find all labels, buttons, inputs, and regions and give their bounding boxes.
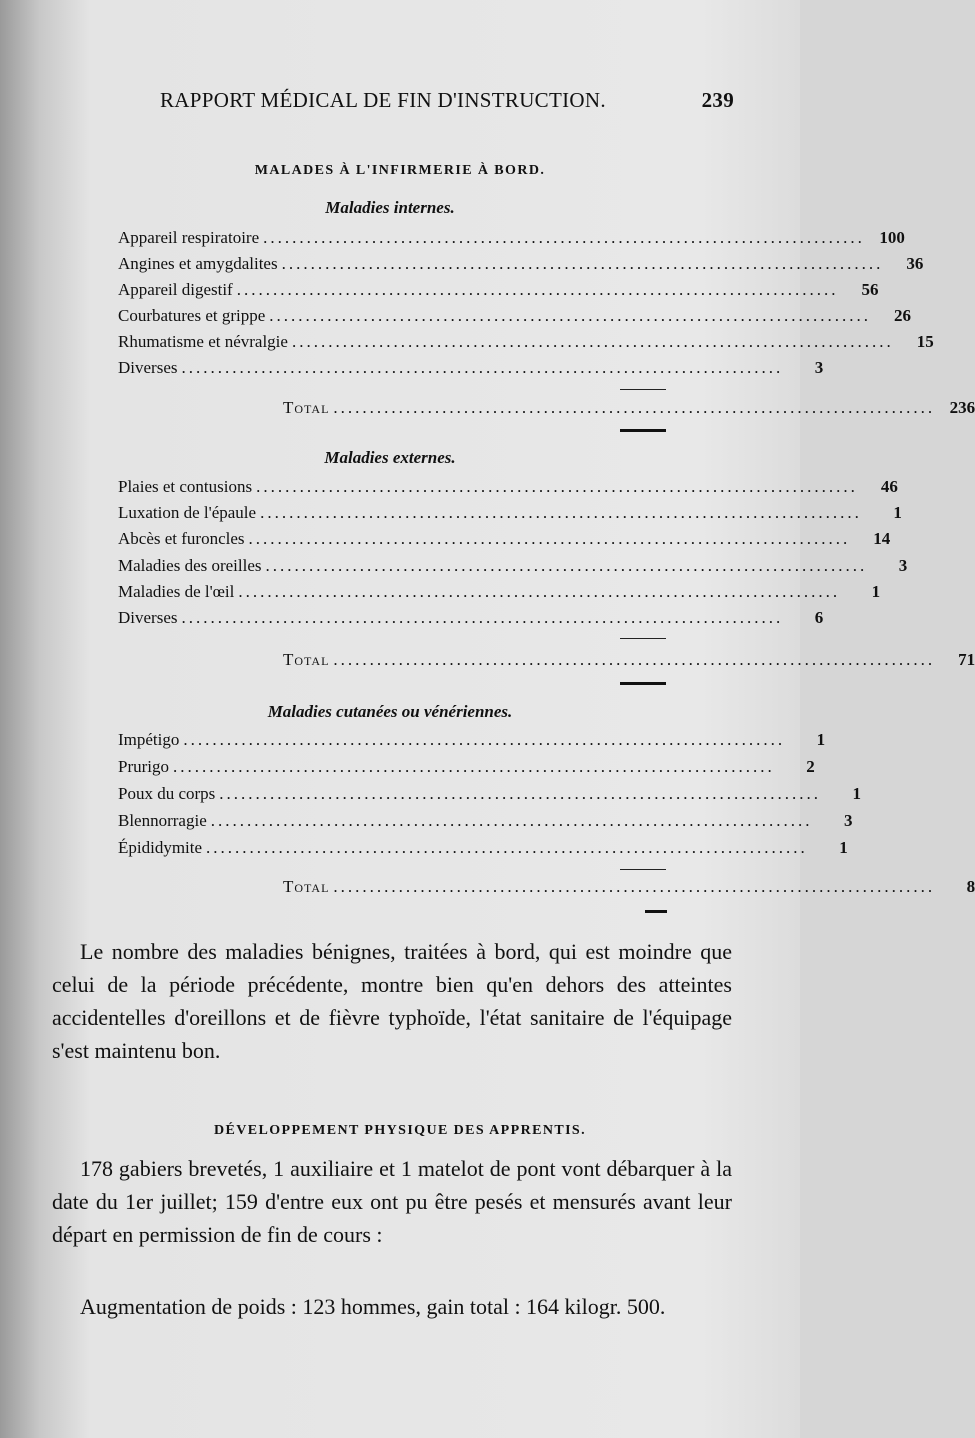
row-label: Courbatures et grippe (118, 306, 266, 325)
dot-leader: ................................................................................... (248, 529, 851, 548)
table-row (118, 757, 815, 781)
total-rule (645, 910, 667, 913)
row-label: Appareil digestif (118, 280, 233, 299)
row-label: Prurigo (118, 757, 169, 776)
total-value: 8 (966, 877, 975, 896)
row-label: Abcès et furoncles (118, 529, 245, 548)
dot-leader: ................................................................................... (291, 332, 894, 351)
row-value: 1 (852, 784, 862, 803)
body-paragraph: Augmentation de poids : 123 hommes, gain total : 164 kilogr. 500. (80, 1294, 666, 1319)
development-section-title: DÉVELOPPEMENT PHYSIQUE DES APPRENTIS. (213, 1123, 587, 1138)
row-value: 3 (898, 556, 908, 575)
dot-leader: ................................................................................... (281, 254, 884, 273)
body-paragraph: 178 gabiers brevetés, 1 auxiliaire et 1 matelot de pont vont débarquer à la date du 1er juillet; 159 d'entre eux ont pu être pesés et mensurés avant leur départ en permission de fin de cours : (52, 1156, 732, 1247)
total-label: Total (283, 398, 330, 417)
body-paragraph: Le nombre des maladies bénignes, traitées à bord, qui est moindre que celui de la période précédente, montre bien qu'en dehors des atteintes accidentelles d'oreillons et de fièvre typhoïde, l'état sanitaire de l'équipage s'est maintenu bon. (52, 939, 732, 1063)
internal-diseases-title: Maladies internes. (325, 198, 455, 217)
row-value: 1 (871, 582, 881, 601)
dot-leader: ................................................................................... (260, 503, 862, 522)
total-row (283, 877, 975, 901)
running-head-title: RAPPORT MÉDICAL DE FIN D'INSTRUCTION. (160, 88, 606, 112)
row-value: 56 (861, 280, 879, 299)
dot-leader: ................................................................................... (210, 811, 813, 830)
sum-rule (620, 389, 666, 390)
total-value: 236 (949, 398, 975, 417)
row-label: Rhumatisme et névralgie (118, 332, 288, 351)
total-value: 71 (958, 650, 975, 669)
total-row (283, 650, 975, 674)
row-value: 15 (916, 332, 934, 351)
dot-leader: ................................................................................... (173, 757, 775, 776)
table-row (118, 358, 824, 382)
row-value: 1 (816, 730, 826, 749)
row-label: Diverses (118, 358, 178, 377)
table-row (118, 838, 848, 862)
row-value: 3 (844, 811, 853, 830)
row-label: Plaies et contusions (118, 477, 253, 496)
table-row (118, 280, 879, 304)
dot-leader: ................................................................................... (333, 398, 936, 417)
table-row (118, 254, 924, 278)
table-row (118, 582, 881, 606)
row-value: 26 (894, 306, 912, 325)
running-head (160, 88, 734, 113)
row-value: 36 (906, 254, 924, 273)
table-row (118, 608, 824, 632)
total-row (283, 398, 975, 422)
row-value: 2 (806, 757, 815, 776)
dot-leader: ................................................................................... (181, 358, 784, 377)
table-row (118, 228, 905, 252)
total-rule (620, 429, 666, 432)
row-label: Impétigo (118, 730, 180, 749)
row-label: Poux du corps (118, 784, 216, 803)
row-value: 6 (814, 608, 824, 627)
row-label: Épididymite (118, 838, 203, 857)
total-rule (620, 682, 666, 685)
table-row (118, 529, 891, 553)
sum-rule (620, 638, 666, 639)
row-label: Blennorragie (118, 811, 207, 830)
total-label: Total (283, 877, 330, 896)
row-value: 100 (879, 228, 905, 247)
infirmary-section-title: MALADES À L'INFIRMERIE À BORD. (254, 163, 546, 178)
row-value: 1 (893, 503, 902, 522)
dot-leader: ................................................................................... (269, 306, 872, 325)
dot-leader: ................................................................................... (219, 784, 822, 803)
row-value: 46 (880, 477, 898, 496)
dot-leader: ................................................................................... (181, 608, 784, 627)
row-value: 14 (873, 529, 891, 548)
dot-leader: ................................................................................... (333, 877, 936, 896)
skin-diseases-title: Maladies cutanées ou vénériennes. (267, 702, 513, 721)
row-value: 1 (839, 838, 848, 857)
table-row (118, 730, 826, 754)
table-row (118, 811, 853, 835)
row-label: Maladies de l'œil (118, 582, 235, 601)
table-row (118, 784, 862, 808)
row-label: Angines et amygdalites (118, 254, 278, 273)
table-row (118, 556, 908, 580)
dot-leader: ................................................................................... (333, 650, 936, 669)
sum-rule (620, 869, 666, 870)
dot-leader: ................................................................................... (206, 838, 808, 857)
table-row (118, 332, 934, 356)
dot-leader: ................................................................................... (183, 730, 786, 749)
table-row (118, 477, 898, 501)
row-label: Diverses (118, 608, 178, 627)
row-label: Appareil respiratoire (118, 228, 260, 247)
dot-leader: ................................................................................... (236, 280, 839, 299)
dot-leader: ................................................................................... (256, 477, 858, 496)
row-label: Maladies des oreilles (118, 556, 262, 575)
page-number: 239 (701, 88, 734, 112)
row-value: 3 (814, 358, 824, 377)
table-row (118, 503, 902, 527)
table-row (118, 306, 912, 330)
external-diseases-title: Maladies externes. (324, 448, 456, 467)
dot-leader: ................................................................................... (265, 556, 868, 575)
total-label: Total (283, 650, 330, 669)
dot-leader: ................................................................................... (263, 228, 865, 247)
dot-leader: ................................................................................... (238, 582, 841, 601)
row-label: Luxation de l'épaule (118, 503, 257, 522)
